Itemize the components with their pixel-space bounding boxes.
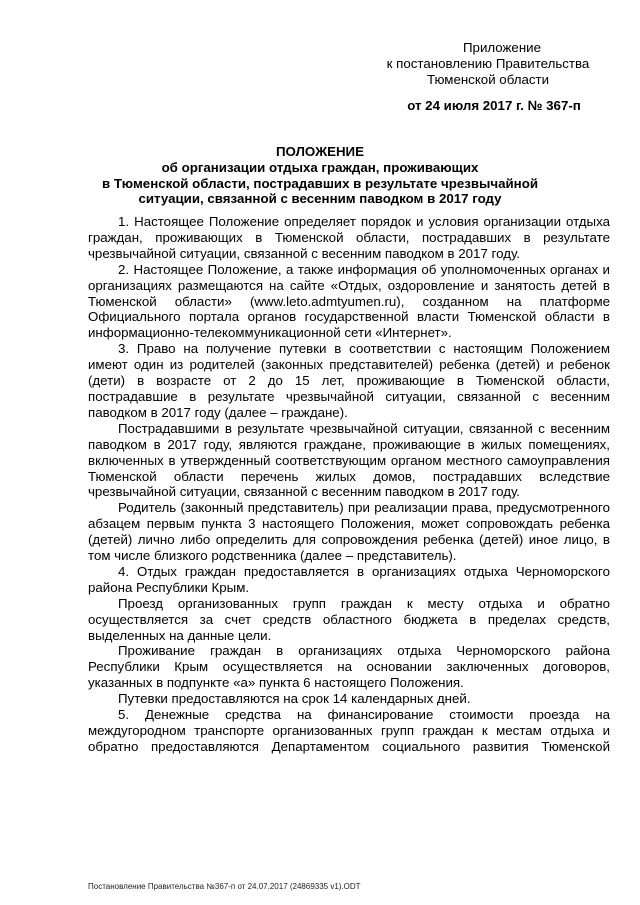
paragraph-3-3: Родитель (законный представитель) при реализации права, предусмотренного абзацем первым пункта 3 настоящего Положения, может сопровождать ребенка (детей) лично либо определить для сопровождения ребенка (детей) иное лицо, в том числе близкого родственника (далее – представитель). bbox=[88, 500, 610, 564]
paragraph-1: 1. Настоящее Положение определяет порядок и условия организации отдыха граждан, проживающих в Тюменской области, пострадавших в результате чрезвычайной ситуации, связанной с весенним паводком в 2017 году. bbox=[88, 214, 610, 261]
paragraph-3: 3. Право на получение путевки в соответствии с настоящим Положением имеют один из родителей (законных представителей) ребенка (детей) и ребенок (дети) в возрасте от 2 до 15 лет, проживающие в Тюменской области, пострадавшие в результате чрезвычайной ситуации, связанной с весенним паводком в 2017 году (далее – граждане). bbox=[88, 341, 610, 420]
paragraph-4-2: Проезд организованных групп граждан к месту отдыха и обратно осуществляется за счет средств областного бюджета в пределах средств, выделенных на данные цели. bbox=[88, 595, 610, 643]
paragraph-4-3: Проживание граждан в организациях отдыха Черноморского района Республики Крым осуществляется на основании заключенных договоров, указанных в подпункте «а» пункта 6 настоящего Положения. bbox=[88, 643, 610, 691]
appendix-resolution: к постановлению Правительства bbox=[386, 56, 590, 71]
document-body bbox=[88, 214, 610, 755]
document-title bbox=[60, 144, 580, 207]
title-line-1: об организации отдыха граждан, проживающих bbox=[161, 159, 479, 175]
paragraph-2: 2. Настоящее Положение, а также информация об уполномоченных органах и организациях размещаются на сайте «Отдых, оздоровление и занятость детей в Тюменской области» (www.leto.admtyumen.ru), созданном на платформе Официального портала органов государственной власти Тюменской области в информационно-телекоммуникационной сети «Интернет». bbox=[88, 261, 610, 341]
paragraph-3-2: Пострадавшими в результате чрезвычайной ситуации, связанной с весенним паводком в 2017 году, являются граждане, проживающие в жилых помещениях, включенных в утвержденный соответствующим органом местного самоуправления Тюменской области перечень жилых домов, пострадавших вследствие чрезвычайной ситуации, связанной с весенним паводком в 2017 году. bbox=[88, 420, 610, 500]
appendix-date-number: от 24 июля 2017 г. № 367-п bbox=[407, 98, 581, 113]
title-line-2: в Тюменской области, пострадавших в результате чрезвычайной bbox=[101, 175, 539, 191]
title-heading: ПОЛОЖЕНИЕ bbox=[276, 144, 364, 159]
page-footer: Постановление Правительства №367-п от 24.07.2017 (24869335 v1).ODT bbox=[88, 882, 361, 891]
appendix-label: Приложение bbox=[463, 40, 541, 55]
paragraph-4: 4. Отдых граждан предоставляется в организациях отдыха Черноморского района Республики Крым. bbox=[88, 563, 610, 595]
appendix-block bbox=[370, 40, 606, 114]
paragraph-4-4: Путевки предоставляются на срок 14 календарных дней. bbox=[118, 691, 471, 707]
paragraph-5: 5. Денежные средства на финансирование стоимости проезда на междугородном транспорте организованных групп граждан к местам отдыха и обратно предоставляются Департаментом социального развития Тюменской bbox=[88, 707, 610, 754]
title-line-3: ситуации, связанной с весенним паводком в 2017 году bbox=[138, 191, 502, 207]
appendix-region: Тюменской области bbox=[426, 72, 550, 87]
